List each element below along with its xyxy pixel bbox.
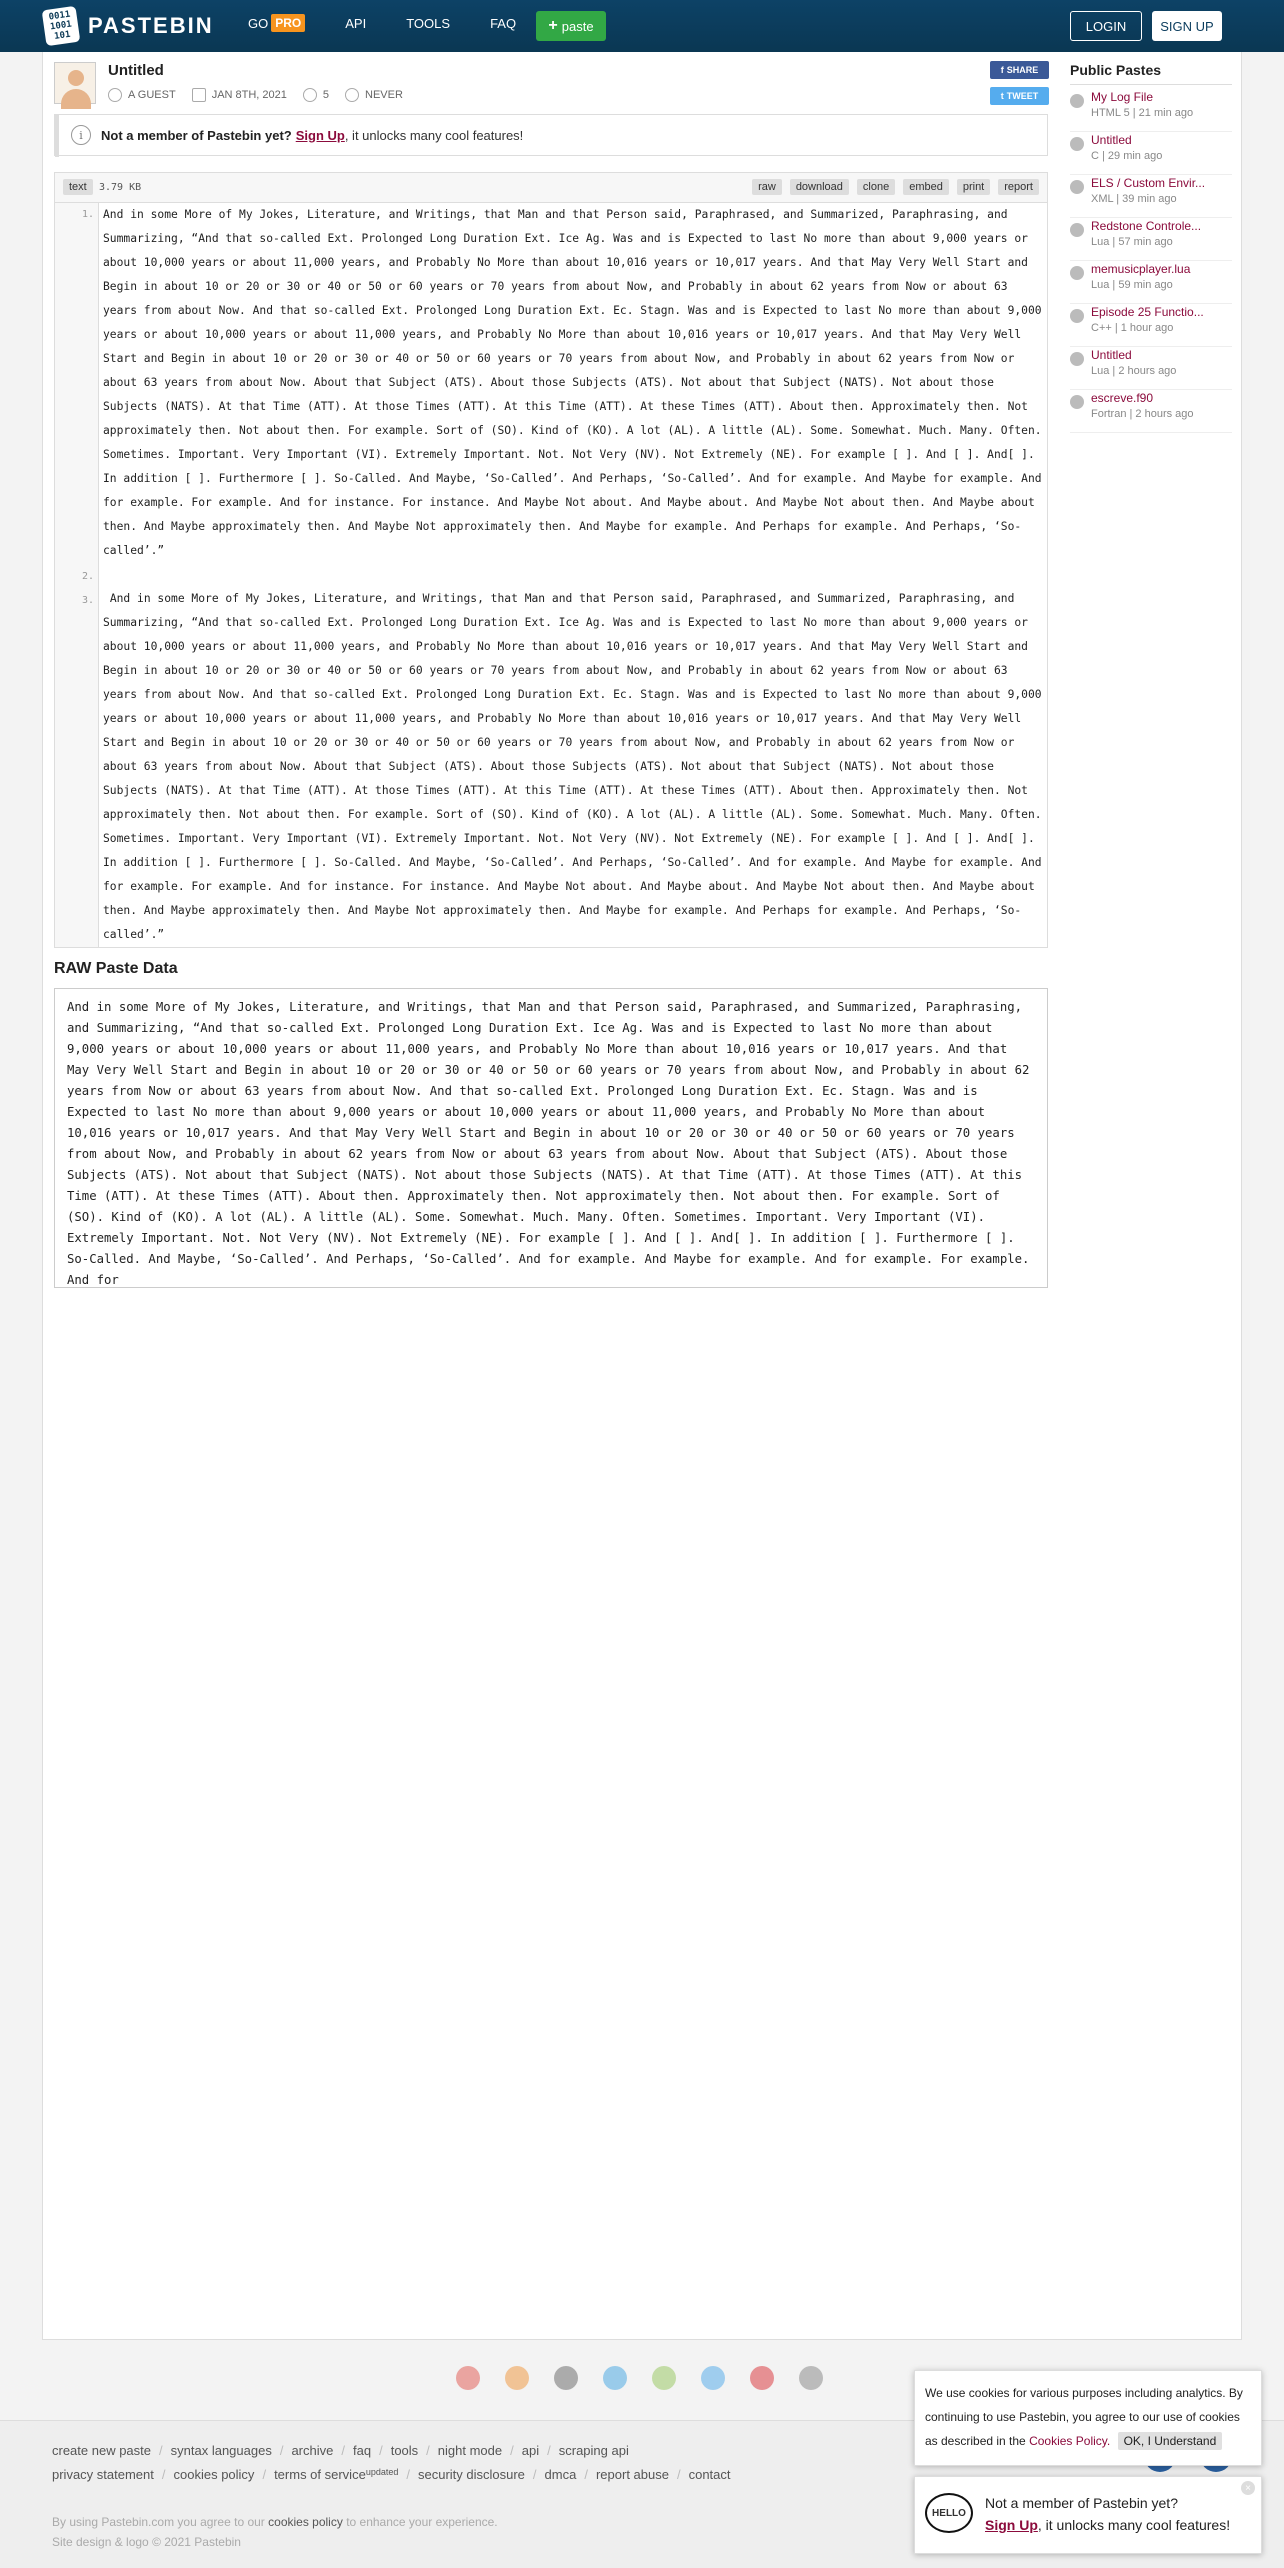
footer-link[interactable]: night mode xyxy=(437,2443,503,2458)
footer-cookies-link[interactable]: cookies policy xyxy=(268,2515,343,2529)
public-paste-item[interactable] xyxy=(1070,262,1232,304)
public-pastes-title: Public Pastes xyxy=(1070,62,1162,78)
notice-lead: Not a member of Pastebin yet? xyxy=(101,127,292,143)
public-paste-meta: C | 29 min ago xyxy=(1091,150,1163,162)
share-label: SHARE xyxy=(1006,65,1039,75)
paste-expiry: NEVER xyxy=(365,89,403,101)
expiry-clock-icon xyxy=(345,88,359,102)
footer-link[interactable]: security disclosure xyxy=(417,2467,525,2482)
paste-button-label: paste xyxy=(561,18,594,34)
footer-link[interactable]: cookies policy xyxy=(173,2467,255,2482)
windows-icon[interactable] xyxy=(603,2366,627,2390)
footer-link[interactable]: dmca xyxy=(544,2467,577,2482)
public-paste-title[interactable]: Untitled xyxy=(1091,133,1132,147)
public-paste-title[interactable]: Episode 25 Functio... xyxy=(1091,305,1204,319)
nav-go-pro[interactable] xyxy=(248,14,305,32)
footer-note-text: By using Pastebin.com you agree to our xyxy=(52,2515,265,2529)
footer-separator: / xyxy=(584,2467,588,2482)
public-paste-title[interactable]: escreve.f90 xyxy=(1091,391,1154,405)
firefox-icon[interactable] xyxy=(505,2366,529,2390)
nav-go-label: GO xyxy=(248,15,269,31)
code-view xyxy=(54,172,1048,948)
footer-separator: / xyxy=(532,2467,537,2482)
footer-cookie-note xyxy=(52,2515,498,2529)
cookie-text: as described in the xyxy=(925,2434,1026,2448)
paste-date: JAN 8TH, 2021 xyxy=(211,89,287,101)
footer-separator: / xyxy=(341,2443,345,2458)
hello-bubble-icon: HELLO xyxy=(925,2493,973,2533)
paste-meta xyxy=(108,88,419,102)
footer-link[interactable]: api xyxy=(521,2443,540,2458)
public-paste-meta: HTML 5 | 21 min ago xyxy=(1091,107,1194,119)
footer-link[interactable]: privacy statement xyxy=(52,2467,154,2482)
footer-note-text: to enhance your experience. xyxy=(346,2515,498,2529)
popup-line1: Not a member of Pastebin yet? xyxy=(985,2495,1178,2511)
code-toolbar xyxy=(55,173,1047,203)
footer-link[interactable]: terms of service xyxy=(274,2467,366,2482)
tweet-label: TWEET xyxy=(1006,91,1039,101)
popup-signup-link[interactable]: Sign Up xyxy=(985,2517,1038,2533)
public-paste-item[interactable] xyxy=(1070,176,1232,218)
public-paste-title[interactable]: Redstone Controle... xyxy=(1091,219,1202,233)
footer-link[interactable]: report abuse xyxy=(595,2467,669,2482)
public-paste-item[interactable] xyxy=(1070,90,1232,132)
code-actions xyxy=(744,179,1039,195)
embed-button[interactable]: embed xyxy=(903,179,949,195)
public-paste-item[interactable] xyxy=(1070,133,1232,175)
line-number: 2. xyxy=(81,571,94,582)
footer-separator: / xyxy=(676,2467,681,2482)
updated-badge: updated xyxy=(365,2467,399,2477)
new-paste-button[interactable] xyxy=(536,11,606,41)
public-paste-title[interactable]: ELS / Custom Envir... xyxy=(1091,176,1206,190)
cookie-text: continuing to use Pastebin, you agree to our use of cookies xyxy=(925,2410,1240,2424)
cookie-text: We use cookies for various purposes including analytics. By xyxy=(925,2386,1243,2400)
login-button[interactable]: LOGIN xyxy=(1070,11,1142,41)
footer-link[interactable]: archive xyxy=(291,2443,334,2458)
report-button[interactable]: report xyxy=(998,179,1039,195)
public-paste-meta: Lua | 2 hours ago xyxy=(1091,365,1177,377)
pro-badge: PRO xyxy=(271,14,305,32)
public-paste-meta: XML | 39 min ago xyxy=(1091,193,1177,205)
globe-icon xyxy=(1070,266,1084,280)
globe-icon xyxy=(1070,94,1084,108)
globe-icon xyxy=(1070,352,1084,366)
close-icon[interactable]: × xyxy=(1241,2481,1255,2495)
member-signup-popup xyxy=(914,2476,1262,2554)
code-body xyxy=(55,203,1047,947)
eye-icon xyxy=(303,88,317,102)
public-paste-meta: Lua | 57 min ago xyxy=(1091,236,1173,248)
apple-icon[interactable] xyxy=(554,2366,578,2390)
footer-link[interactable]: contact xyxy=(688,2467,731,2482)
paste-author[interactable]: A GUEST xyxy=(128,89,176,101)
code-line: And in some More of My Jokes, Literature, and Writings, that Man and that Person said, Paraphrased, and Summarized, Paraphrasing, and Summarizing, “And that so-called Ext. Prolonged Long Duration Ext. Ice Ag. Was and is Expected to last No more than about 9,000 years or about 10,000 years or about 11,000 years, and Probably No More than about 10,016 years or 10,017 years. And that May Very Well Start and Begin in about 10 or 20 or 30 or 40 or 50 or 60 years or 70 years from about Now, and Probably in about 62 years from Now or about 63 years from about Now. And that so-called Ext. Prolonged Long Duration Ext. Ec. Stagn. Was and is Expected to last No more than about 9,000 years or about 10,000 years or about 11,000 years, and Probably No More than about 10,016 years or 10,017 years. And that May Very Well Start and Begin in about 10 or 20 or 30 or 40 or 50 or 60 years or 70 years from about Now, and Probably in about 62 years from Now or about 63 years from about Now. About that Subject (ATS). About those Subjects (ATS). Not about that Subject (NATS). Not about those Subjects (NATS). At that Time (ATT). At those Times (ATT). At this Time (ATT). At these Times (ATT). About then. Approximately then. Not approximately then. Not about then. For example. Sort of (SO). Kind of (KO). A lot (AL). A little (AL). Some. Somewhat. Much. Many. Often. Sometimes. Important. Very Important (VI). Extremely Important. Not. Not Very (NV). Not Extremely (NE). For example [ ]. And [ ]. And[ ]. In addition [ ]. Furthermore [ ]. So-Called. And Maybe, ‘So-Called’. And Perhaps, ‘So-Called’. And for example. And Maybe for example. And for example. For example. And for instance. For instance. And Maybe Not about. And Maybe about. And Maybe Not about then. And Maybe about then. And Maybe approximately then. And Maybe Not approximately then. And Maybe for example. And Perhaps for example. And Perhaps, ‘So-called’.” xyxy=(103,208,1049,557)
footer-link[interactable]: tools xyxy=(390,2443,419,2458)
nav-faq[interactable]: FAQ xyxy=(490,15,517,31)
footer-link[interactable]: faq xyxy=(353,2443,372,2458)
top-navbar xyxy=(0,0,1284,52)
android-icon[interactable] xyxy=(652,2366,676,2390)
public-paste-item[interactable] xyxy=(1070,348,1232,390)
cookies-policy-link[interactable]: Cookies Policy. xyxy=(1029,2434,1111,2448)
pastebin-logo[interactable] xyxy=(44,6,214,46)
logo-text: PASTEBIN xyxy=(88,13,214,38)
calendar-icon xyxy=(192,88,206,102)
footer-separator: / xyxy=(159,2443,163,2458)
user-icon xyxy=(108,88,122,102)
line-number: 1. xyxy=(81,209,94,220)
notice-signup-link[interactable]: Sign Up xyxy=(295,127,345,143)
opera-icon[interactable] xyxy=(750,2366,774,2390)
public-paste-item[interactable] xyxy=(1070,219,1232,261)
syntax-tag[interactable]: text xyxy=(63,179,93,195)
public-paste-title[interactable]: Untitled xyxy=(1091,348,1132,362)
facebook-icon: f xyxy=(1000,65,1004,75)
footer-separator: / xyxy=(279,2443,284,2458)
signup-button[interactable]: SIGN UP xyxy=(1152,11,1222,41)
logo-icon: 0011 1001 101 xyxy=(42,6,81,46)
raw-paste-title: RAW Paste Data xyxy=(54,960,178,977)
globe-icon xyxy=(1070,309,1084,323)
footer-links-primary xyxy=(52,2443,629,2458)
paste-title: Untitled xyxy=(108,62,164,79)
public-paste-meta: Fortran | 2 hours ago xyxy=(1091,408,1194,420)
globe-icon xyxy=(1070,395,1084,409)
edge-icon[interactable] xyxy=(799,2366,823,2390)
globe-icon xyxy=(1070,137,1084,151)
x-icon[interactable] xyxy=(701,2366,725,2390)
public-paste-item[interactable] xyxy=(1070,391,1232,433)
download-button[interactable]: download xyxy=(790,179,849,195)
public-paste-meta: Lua | 59 min ago xyxy=(1091,279,1173,291)
guest-avatar xyxy=(54,62,96,104)
cookie-accept-button[interactable]: OK, I Understand xyxy=(1118,2432,1223,2450)
footer-links-secondary xyxy=(52,2467,731,2482)
public-paste-meta: C++ | 1 hour ago xyxy=(1091,322,1174,334)
plus-icon: + xyxy=(548,17,558,34)
footer-separator: / xyxy=(161,2467,166,2482)
print-button[interactable]: print xyxy=(957,179,990,195)
footer-separator: / xyxy=(379,2443,383,2458)
twitter-tweet-button[interactable] xyxy=(990,87,1049,105)
notice-rest: , it unlocks many cool features! xyxy=(344,127,524,143)
chrome-icon[interactable] xyxy=(456,2366,480,2390)
line-number: 3. xyxy=(81,595,94,606)
cookie-consent-popup xyxy=(914,2370,1262,2466)
footer-separator: / xyxy=(510,2443,514,2458)
footer-copyright: Site design & logo © 2021 Pastebin xyxy=(52,2535,241,2549)
code-line xyxy=(103,563,1043,587)
popup-line2-rest: , it unlocks many cool features! xyxy=(1037,2517,1231,2533)
member-notice xyxy=(54,114,1048,156)
globe-icon xyxy=(1070,180,1084,194)
public-paste-title[interactable]: My Log File xyxy=(1091,90,1154,104)
paste-views: 5 xyxy=(322,89,330,101)
footer-separator: / xyxy=(406,2467,410,2482)
sidebar-divider xyxy=(1070,84,1232,85)
public-paste-title[interactable]: memusicplayer.lua xyxy=(1091,262,1191,276)
line-gutter xyxy=(55,203,99,947)
footer-separator: / xyxy=(426,2443,430,2458)
facebook-share-button[interactable] xyxy=(990,61,1049,79)
footer-link[interactable]: scraping api xyxy=(558,2443,629,2458)
twitter-icon: t xyxy=(1000,91,1004,101)
public-paste-item[interactable] xyxy=(1070,305,1232,347)
globe-icon xyxy=(1070,223,1084,237)
clone-button[interactable]: clone xyxy=(857,179,895,195)
code-line: And in some More of My Jokes, Literature, and Writings, that Man and that Person said, Paraphrased, and Summarized, Paraphrasing, and Summarizing, “And that so-called Ext. Prolonged Long Duration Ext. Ice Ag. Was and is Expected to last No more than about 9,000 years or about 10,000 years or about 11,000 years, and Probably No More than about 10,016 years or 10,017 years. And that May Very Well Start and Begin in about 10 or 20 or 30 or 40 or 50 or 60 years or 70 years from about Now, and Probably in about 62 years from Now or about 63 years from about Now. And that so-called Ext. Prolonged Long Duration Ext. Ec. Stagn. Was and is Expected to last No more than about 9,000 years or about 10,000 years or about 11,000 years, and Probably No More than about 10,016 years or 10,017 years. And that May Very Well Start and Begin in about 10 or 20 or 30 or 40 or 50 or 60 years or 70 years from about Now, and Probably in about 62 years from Now or about 63 years from about Now. About that Subject (ATS). About those Subjects (ATS). Not about that Subject (NATS). Not about those Subjects (NATS). At that Time (ATT). At those Times (ATT). At this Time (ATT). At these Times (ATT). About then. Approximately then. Not approximately then. Not about then. For example. Sort of (SO). Kind of (KO). A lot (AL). A little (AL). Some. Somewhat. Much. Many. Often. Sometimes. Important. Very Important (VI). Extremely Important. Not. Not Very (NV). Not Extremely (NE). For example [ ]. And [ ]. And[ ]. In addition [ ]. Furthermore [ ]. So-Called. And Maybe, ‘So-Called’. And Perhaps, ‘So-Called’. And for example. And Maybe for example. And for example. For example. And for instance. For instance. And Maybe Not about. And Maybe about. And Maybe Not about then. And Maybe about then. And Maybe approximately then. And Maybe Not approximately then. And Maybe for example. And Perhaps for example. And Perhaps, ‘So-called’.” xyxy=(103,592,1049,941)
raw-paste-textarea[interactable]: And in some More of My Jokes, Literature, and Writings, that Man and that Person said, Paraphrased, and Summarized, Paraphrasing, and Summarizing, “And that so-called Ext. Prolonged Long Duration Ext. Ice Ag. Was and is Expected to last No more than about 9,000 years or about 10,000 years or about 11,000 years, and Probably No More than about 10,016 years or 10,017 years. And that May Very Well Start and Begin in about 10 or 20 or 30 or 40 or 50 or 60 years or 70 years from about Now, and Probably in about 62 years from Now or about 63 years from about Now. And that so-called Ext. Prolonged Long Duration Ext. Ec. Stagn. Was and is Expected to last No more than about 9,000 years or about 10,000 years or about 11,000 years, and Probably No More than about 10,016 years or 10,017 years. And that May Very Well Start and Begin in about 10 or 20 or 30 or 40 or 50 or 60 years or 70 years from about Now, and Probably in about 62 years from Now or about 63 years from about Now. About that Subject (ATS). About those Subjects (ATS). Not about that Subject (NATS). Not about those Subjects (NATS). At that Time (ATT). At those Times (ATT). At this Time (ATT). At these Times (ATT). About then. Approximately then. Not approximately then. Not about then. For example. Sort of (SO). Kind of (KO). A lot (AL). A little (AL). Some. Somewhat. Much. Many. Often. Sometimes. Important. Very Important (VI). Extremely Important. Not. Not Very (NV). Not Extremely (NE). For example [ ]. And [ ]. And[ ]. In addition [ ]. Furthermore [ ]. So-Called. And Maybe, ‘So-Called’. And Perhaps, ‘So-Called’. And for example. And Maybe for example. And for example. For example. And for xyxy=(54,988,1048,1288)
footer-link[interactable]: syntax languages xyxy=(170,2443,272,2458)
info-icon: i xyxy=(71,125,91,145)
browser-extensions-row xyxy=(456,2366,848,2390)
footer-separator: / xyxy=(262,2467,267,2482)
nav-api[interactable]: API xyxy=(345,15,367,31)
paste-size: 3.79 KB xyxy=(99,182,142,193)
nav-tools[interactable]: TOOLS xyxy=(406,15,451,31)
footer-separator: / xyxy=(547,2443,551,2458)
popup-line2 xyxy=(985,2517,1230,2533)
main-nav xyxy=(248,14,556,32)
footer-link[interactable]: create new paste xyxy=(52,2443,152,2458)
raw-button[interactable]: raw xyxy=(752,179,782,195)
